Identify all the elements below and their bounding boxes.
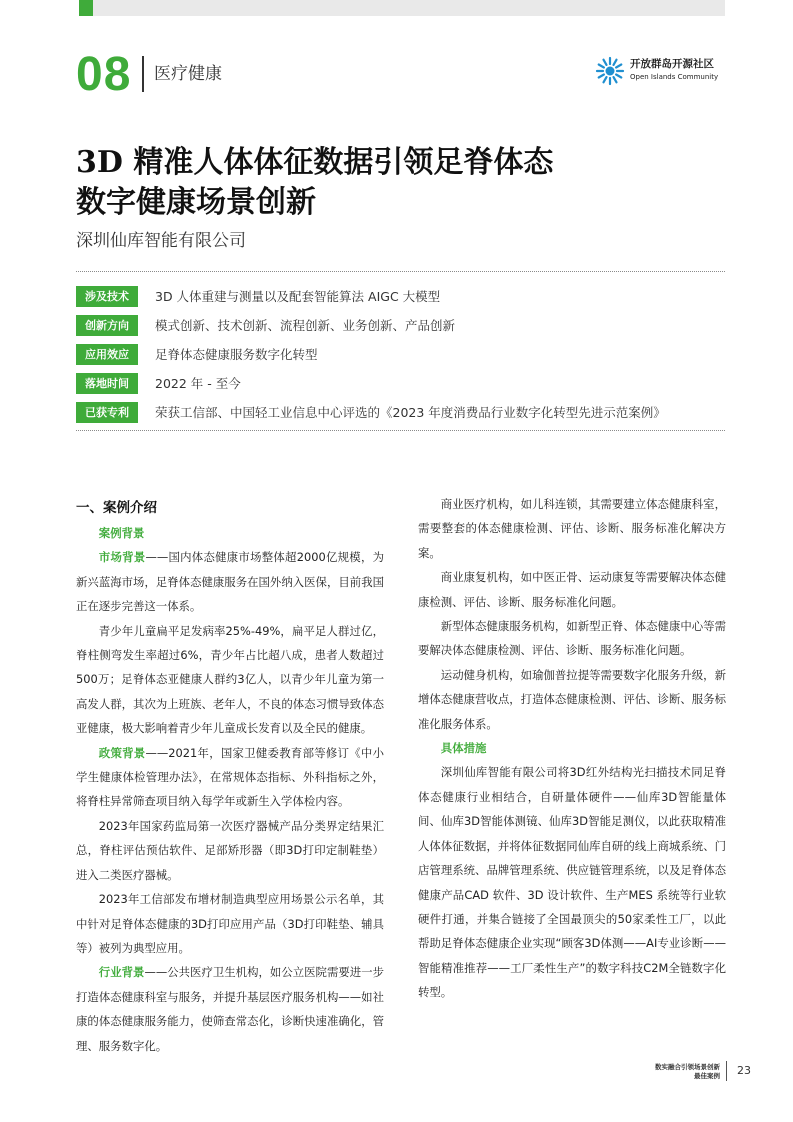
info-value: 荣获工信部、中国轻工业信息中心评选的《2023 年度消费品行业数字化转型先进示范案例》 — [155, 405, 666, 420]
footer-caption — [598, 1063, 720, 1081]
section-heading: 一、案例介绍 — [76, 500, 157, 516]
market-keyword: 市场背景 — [98, 550, 146, 565]
header-accent-bar — [79, 0, 93, 16]
paragraph-market — [76, 545, 384, 618]
info-value: 模式创新、技术创新、流程创新、业务创新、产品创新 — [155, 318, 456, 333]
section-title: 医疗健康 — [154, 64, 222, 84]
info-value: 2022 年 - 至今 — [155, 376, 241, 391]
info-top-divider — [76, 271, 725, 272]
section-number: 08 — [76, 48, 132, 101]
title-line-1: 3D 精准人体体征数据引领足脊体态 — [76, 145, 554, 180]
page-number: 23 — [737, 1064, 751, 1077]
page-title — [76, 143, 716, 223]
info-row-technology — [76, 284, 725, 313]
industry-text: ——公共医疗卫生机构，如公立医院需要进一步打造体态健康科室与服务，并提升基层医疗服务机构——如社康的体态健康服务能力，使筛查常态化，诊断快速准确化，管理、服务数字化。 — [76, 965, 384, 1053]
title-line-2: 数字健康场景创新 — [76, 185, 316, 220]
info-label: 创新方向 — [76, 315, 138, 336]
paragraph-commercial: 商业医疗机构，如儿科连锁，其需要建立体态健康科室，需要整套的体态健康检测、评估、诊断、服务标准化解决方案。 — [418, 497, 726, 560]
info-value: 3D 人体重建与测量以及配套智能算法 AIGC 大模型 — [155, 289, 441, 304]
info-row-date — [76, 371, 725, 400]
industry-keyword: 行业背景 — [98, 965, 145, 980]
footer-line-2: 最佳案例 — [694, 1072, 720, 1080]
footer-divider — [726, 1061, 727, 1081]
body-column-left — [76, 495, 384, 1058]
section-divider — [142, 56, 144, 92]
community-logo — [594, 55, 728, 87]
info-label: 落地时间 — [76, 373, 138, 394]
policy-text: ——2021年，国家卫健委教育部等修订《中小学生健康体检管理办法》，在常规体态指标、外科指标之外，将脊柱异常筛查项目纳入每学年或新生入学体检内容。 — [76, 745, 384, 809]
subheading-background: 案例背景 — [98, 526, 145, 540]
info-table — [76, 284, 725, 429]
info-value: 足脊体态健康服务数字化转型 — [155, 347, 318, 362]
info-row-innovation — [76, 313, 725, 342]
paragraph-policy — [76, 741, 384, 814]
info-row-effect — [76, 342, 725, 371]
logo-name-cn: 开放群岛开源社区 — [630, 58, 714, 70]
paragraph-sport: 运动健身机构，如瑜伽普拉提等需要数字化服务升级，新增体态健康营收点，打造体态健康检测、评估、诊断、服务标准化服务体系。 — [418, 667, 726, 731]
info-label: 已获专利 — [76, 402, 138, 423]
footer-line-1: 数实融合引领场景创新 — [655, 1063, 720, 1071]
body-column-right — [418, 492, 726, 1005]
info-row-patent — [76, 400, 725, 429]
paragraph-rehab: 商业康复机构，如中医正骨、运动康复等需要解决体态健康检测、评估、诊断、服务标准化问题。 — [418, 570, 726, 609]
logo-name-en: Open Islands Community — [630, 73, 719, 81]
market-text: ——国内体态健康市场整体超2000亿规模，为新兴蓝海市场，足脊体态健康服务在国外纳入医保，目前我国正在逐步完善这一体系。 — [76, 550, 384, 614]
paragraph-new-institutions: 新型体态健康服务机构，如新型正脊、体态健康中心等需要解决体态健康检测、评估、诊断、服务标准化问题。 — [418, 619, 726, 658]
sunburst-logo-icon — [594, 55, 626, 87]
paragraph-2023-nmpa: 2023年国家药监局第一次医疗器械产品分类界定结果汇总，脊柱评估预估软件、足部矫形器（即3D打印定制鞋垫）进入二类医疗器械。 — [76, 818, 384, 882]
paragraph-measures: 深圳仙库智能有限公司将3D红外结构光扫描技术同足脊体态健康行业相结合，自研量体硬件——仙库3D智能量体间、仙库3D智能体测镜、仙库3D智能足测仪，以此获取精准人体体征数据，并将体征数据同仙库自研的线上商城系统、门店管理系统、品牌管理系统、供应链管理系统，以及足脊体态健康产品CAD 软件、3D 设计软件、生产MES 系统等行业软硬件打通，并集合链接了全国最顶尖的50家柔性工厂，以此帮助足脊体态健康企业实现“顾客3D体测——AI专业诊断——智能精准推荐——工厂柔性生产”的数字科技C2M全链数字化转型。 — [418, 765, 726, 1000]
info-label: 涉及技术 — [76, 286, 138, 307]
paragraph-industry — [76, 960, 384, 1058]
header-bar — [93, 0, 725, 16]
policy-keyword: 政策背景 — [98, 745, 146, 760]
company-name: 深圳仙库智能有限公司 — [76, 231, 246, 251]
paragraph-2023-miit: 2023年工信部发布增材制造典型应用场景公示名单，其中针对足脊体态健康的3D打印应用产品（3D打印鞋垫、辅具等）被列为典型应用。 — [76, 892, 384, 955]
subheading-measures: 具体措施 — [440, 741, 487, 756]
info-label: 应用效应 — [76, 344, 138, 365]
paragraph-teen: 青少年儿童扁平足发病率25%-49%，扁平足人群过亿，脊柱侧弯发生率超过6%，青少年占比超八成，患者人数超过500万；足脊体态亚健康人群约3亿人，以青少年儿童为第一高发人群，其次为上班族、老年人，不良的体态习惯导致体态亚健康，极大影响着青少年儿童成长发育以及全民的健康。 — [76, 623, 384, 736]
info-bottom-divider — [76, 430, 725, 431]
